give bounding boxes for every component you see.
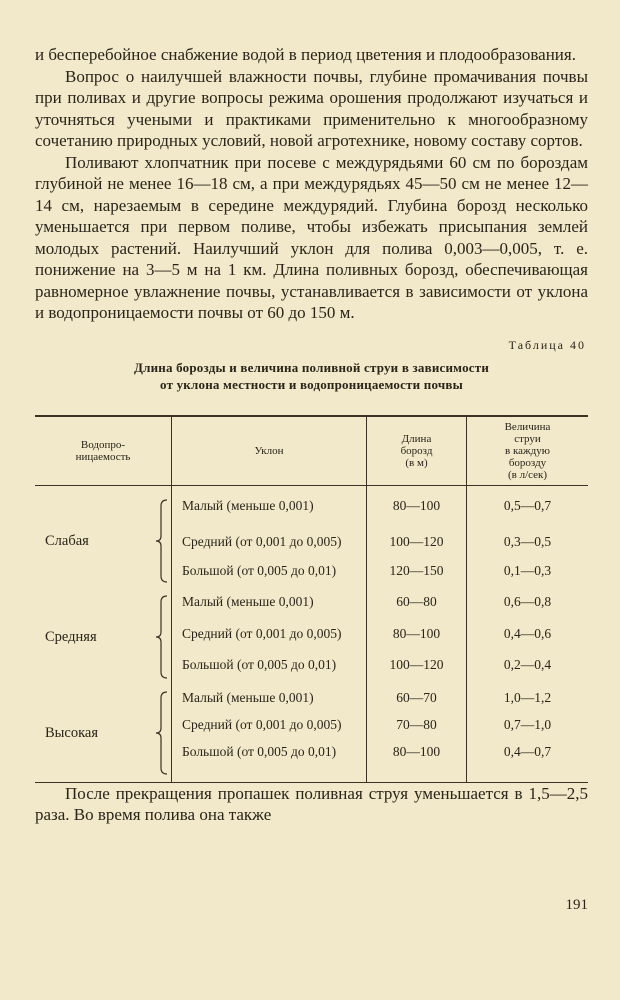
cell-flow: 0,5—0,7 [467, 485, 589, 532]
cell-length: 60—80 [367, 590, 467, 624]
cell-slope: Малый (меньше 0,001) [172, 485, 367, 532]
header-slope: Уклон [172, 416, 367, 486]
paragraph-after-table: После прекращения пропашек поливная струя уменьшается в 1,5—2,5 раза. Во время полива она также [35, 783, 588, 824]
table-number: Таблица 40 [508, 337, 586, 352]
paragraph-furrows: Поливают хлопчатник при посеве с междурядьями 60 см по бороздам глубиной не менее 16—18 см, а при междурядьях 45—50 см не менее 12—14 см, нарезаемым в середине междурядий. Глубина борозд несколько уменьшается при первом поливе, чтобы избежать присыпания землей молодых растений. Наилучший уклон для полива 0,003—0,005, т. е. понижение на 3—5 м на 1 км. Длина поливных борозд, обеспечивающая равномерное увлажнение почвы, устанавливается в зависимости от уклона и водопроницаемости почвы от 60 до 150 м. [35, 152, 588, 322]
cell-flow: 0,1—0,3 [467, 561, 589, 590]
page-number: 191 [565, 897, 588, 913]
table-title-line-1: Длина борозды и величина поливной струи в зависимости [133, 359, 490, 375]
header-length: Длина борозд (в м) [367, 416, 467, 486]
cell-length: 80—100 [367, 485, 467, 532]
group-name: Высокая [45, 724, 99, 741]
group-cell [35, 485, 172, 590]
cell-flow: 0,7—1,0 [467, 715, 589, 742]
header-permeability: Водопро- ницаемость [35, 416, 172, 486]
cell-slope: Малый (меньше 0,001) [172, 590, 367, 624]
cell-slope: Средний (от 0,001 до 0,005) [172, 532, 367, 561]
data-table [35, 415, 588, 783]
group-cell [35, 686, 172, 783]
group-bracket-wrap [35, 498, 171, 584]
cell-slope: Большой (от 0,005 до 0,01) [172, 561, 367, 590]
header-flow: Величина струи в каждую борозду (в л/сек) [467, 416, 589, 486]
cell-length: 60—70 [367, 686, 467, 716]
table-header-row [35, 416, 588, 486]
cell-slope: Средний (от 0,001 до 0,005) [172, 715, 367, 742]
cell-flow: 0,3—0,5 [467, 532, 589, 561]
group-cell [35, 590, 172, 686]
paragraph-continuation: и бесперебойное снабжение водой в период цветения и плодообразования. [35, 45, 576, 64]
cell-slope: Средний (от 0,001 до 0,005) [172, 624, 367, 655]
cell-length: 100—120 [367, 532, 467, 561]
group-bracket-wrap [35, 594, 171, 680]
group-name: Слабая [45, 532, 89, 549]
table-row [35, 686, 588, 716]
table-row [35, 590, 588, 624]
table-body [35, 485, 588, 782]
page [35, 44, 588, 826]
cell-length: 70—80 [367, 715, 467, 742]
cell-flow: 0,2—0,4 [467, 655, 589, 686]
cell-flow: 0,6—0,8 [467, 590, 589, 624]
curly-brace-icon [151, 690, 171, 776]
cell-slope: Малый (меньше 0,001) [172, 686, 367, 716]
cell-slope: Большой (от 0,005 до 0,01) [172, 742, 367, 782]
table-title [35, 359, 588, 393]
cell-length: 80—100 [367, 624, 467, 655]
paragraph-soil-moisture: Вопрос о наилучшей влажности почвы, глубине промачивания почвы при поливах и другие вопросы режима орошения продолжают изучаться и уточняться учеными и практиками применительно к многообразному сочетанию природных условий, новой агротехнике, новому составу сортов. [35, 66, 588, 150]
group-name: Средняя [45, 628, 97, 645]
cell-flow: 0,4—0,6 [467, 624, 589, 655]
table-title-line-2: от уклона местности и водопроницаемости почвы [160, 376, 463, 392]
table-row [35, 485, 588, 532]
cell-flow: 1,0—1,2 [467, 686, 589, 716]
curly-brace-icon [151, 498, 171, 584]
curly-brace-icon [151, 594, 171, 680]
group-bracket-wrap [35, 690, 171, 776]
cell-length: 120—150 [367, 561, 467, 590]
cell-length: 100—120 [367, 655, 467, 686]
cell-slope: Большой (от 0,005 до 0,01) [172, 655, 367, 686]
cell-length: 80—100 [367, 742, 467, 782]
cell-flow: 0,4—0,7 [467, 742, 589, 782]
